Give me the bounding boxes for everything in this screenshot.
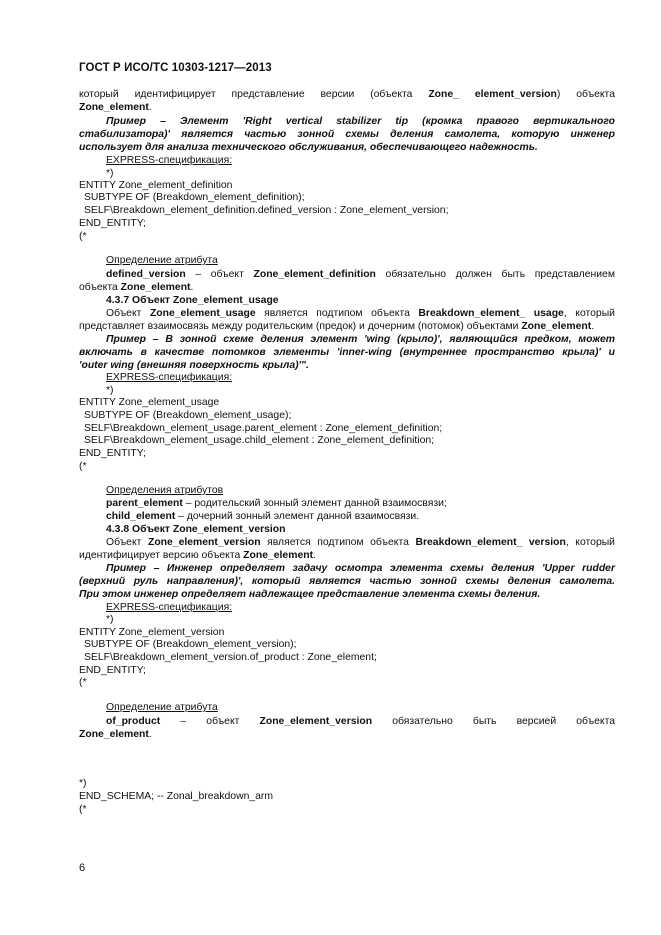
code-line: END_SCHEMA; -- Zonal_breakdown_arm xyxy=(79,791,274,802)
express-spec-label: EXPRESS-спецификация: xyxy=(106,602,233,613)
text-line: parent_element – родительский зонный элемент данной взаимосвязи; xyxy=(106,498,447,509)
code-line: (* xyxy=(79,461,87,472)
code-line: (* xyxy=(79,231,87,242)
text-line: Объект Zone_element_usage является подтипом объекта Breakdown_element_ usage, который xyxy=(106,308,615,319)
code-line: SELF\Breakdown_element_usage.child_element : Zone_element_definition; xyxy=(84,435,435,446)
example-text: Пример – Элемент 'Right vertical stabilizer tip (кромка правого вертикального xyxy=(106,116,615,127)
text-line: представляет взаимосвязь между родительским (предок) и дочерним (потомок) объектами Zone_element. xyxy=(79,321,595,332)
text-line: defined_version – объект Zone_element_definition обязательно должен быть представлением xyxy=(106,269,615,280)
text-line: of_product – объект Zone_element_version обязательно быть версией объекта xyxy=(106,716,615,727)
example-text: использует для анализа технического обслуживания, обеспечивающего надежность. xyxy=(79,142,538,153)
code-line: ENTITY Zone_element_version xyxy=(79,627,225,638)
text-line: Объект Zone_element_version является подтипом объекта Breakdown_element_ version, который xyxy=(106,537,615,548)
definition-title: Определение атрибута xyxy=(106,702,218,713)
example-text: Пример – Инженер определяет задачу осмотра элемента схемы деления 'Upper rudder xyxy=(106,563,615,574)
code-line: SELF\Breakdown_element_usage.parent_element : Zone_element_definition; xyxy=(84,423,443,434)
example-text: (верхний руль направления)', который является частью зонной схемы деления самолета. xyxy=(79,576,615,587)
code-line: SUBTYPE OF (Breakdown_element_definition); xyxy=(84,192,305,203)
text-line: Zone_element. xyxy=(79,102,152,113)
example-text: 'outer wing (внешняя поверхность крыла)'". xyxy=(79,360,309,371)
text-line: объекта Zone_element. xyxy=(79,282,194,293)
code-line: END_ENTITY; xyxy=(79,665,146,676)
text-line: child_element – дочерний зонный элемент данной взаимосвязи. xyxy=(106,511,420,522)
example-text: включать в качестве потомков элементы 'inner-wing (внутреннее пространство крыла)' и xyxy=(79,347,615,358)
text-line: который идентифицирует представление версии (объекта Zone_ element_version) объекта xyxy=(79,89,615,100)
code-line: SUBTYPE OF (Breakdown_element_version); xyxy=(84,639,297,650)
code-line: (* xyxy=(79,804,87,815)
express-spec-label: EXPRESS-спецификация: xyxy=(106,372,233,383)
code-line: SUBTYPE OF (Breakdown_element_usage); xyxy=(84,410,292,421)
code-line: (* xyxy=(79,677,87,688)
code-line: *) xyxy=(106,614,114,625)
example-text: стабилизатора)' является частью зонной схемы деления самолета, которую инженер xyxy=(79,129,615,140)
code-line: ENTITY Zone_element_definition xyxy=(79,180,233,191)
code-line: *) xyxy=(79,778,87,789)
definition-title: Определение атрибута xyxy=(106,255,218,266)
code-line: *) xyxy=(106,385,114,396)
definition-title: Определения атрибутов xyxy=(106,485,224,496)
section-heading: 4.3.7 Объект Zone_element_usage xyxy=(106,295,279,306)
express-spec-label: EXPRESS-спецификация: xyxy=(106,155,233,166)
example-text: При этом инженер определяет надлежащее представление элемента схемы деления. xyxy=(79,589,541,600)
code-line: SELF\Breakdown_element_version.of_product : Zone_element; xyxy=(84,652,377,663)
section-heading: 4.3.8 Объект Zone_element_version xyxy=(106,524,286,535)
text-line: идентифицирует версию объекта Zone_element. xyxy=(79,550,316,561)
example-text: Пример – В зонной схеме деления элемент 'wing (крыло)', являющийся предком, может xyxy=(106,334,615,345)
document-header: ГОСТ Р ИСО/ТС 10303-1217—2013 xyxy=(79,62,272,74)
code-line: END_ENTITY; xyxy=(79,448,146,459)
code-line: *) xyxy=(106,168,114,179)
text-line: Zone_element. xyxy=(79,729,152,740)
code-line: SELF\Breakdown_element_definition.defined_version : Zone_element_version; xyxy=(84,205,449,216)
code-line: END_ENTITY; xyxy=(79,218,146,229)
code-line: ENTITY Zone_element_usage xyxy=(79,397,220,408)
page-number: 6 xyxy=(79,862,86,874)
